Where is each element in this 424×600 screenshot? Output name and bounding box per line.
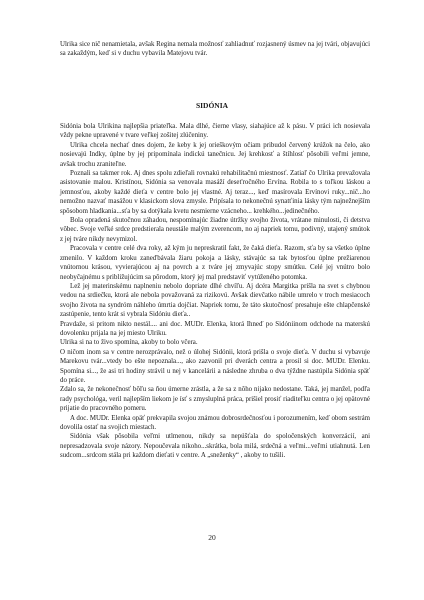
- paragraph: O ničom inom sa v centre nerozprávalo, než o úlohej Sidónii, ktorá prišla o svoje dieťa. V duchu si vybavuje Marekovu tvár...vtedy bo ešte nepoznala..., ako zazvonil pri dverách centra a prosil si doc. MUDr. Elenku. Spomína si..., že asi tri hodiny strávil u nej v kancelárii a následne zhruba o dva týždne nastúpila Sidónia späť do práce.: [60, 348, 370, 384]
- paragraph: Poznali sa takmer rok. Aj dnes spolu zdieľali rovnakú rehabilitačnú miestnosť. Zatiaľ čo Ulrika prevažovala asistovanie malou. Kristínou, Sidónia sa venovala masáží deset'ročného Ervína. Robila to s toľkou láskou a jemnosťou, akoby každé dieťa v centre bolo jej vlastné. Aj teraz..., keď masírovala Ervínovi ruky...nič...ho nemožno nazvať masážou v klasickom slova zmysle. Pripísala to nekonečnú synatťinia lásky tým najnežnejším spôsobom hladkania...sťa by sa dotýkala kvetu nesmierne vzácneho... krehkého...jedinečného.: [60, 170, 370, 215]
- paragraph: Sidónia však pôsobila veľmi utlmenou, nikdy sa nepúšťala do spoločenských konverzácií, ani nepresadzovala svoje názory. Nepoučevala nikoho...skrátka, bola milá, srdečná a veľmi...veľmi utiahnutá. Len sudcom...srdcom stála pri každom dieťati v centre. A „sneženky“ , akoby to tušili.: [60, 433, 370, 460]
- paragraph: Zdalo sa, že nekonečnosť bôľu sa ňou úmerne zrástla, a že sa z nôho nijako nedostane. Taká, jej manžel, podľa rady psychológa, veril najlepším liekom je ísť s zmysluplná práca, prišiel prosiť riaditeľku centra o jej opätovné prijatie do pracovného pomeru.: [60, 386, 370, 413]
- intro-text: [60, 40, 370, 59]
- paragraph: Bola opradená skutočnou záhadou, nespomínajúc žiadne útržky svojho života, vrátane minulosti, či detstva vôbec. Svoje veľké srdce predstierala neustále malým zverencom, no aj napriek tomu, podivný, utajený smútok z jej tváre nikdy nevymizol.: [60, 217, 370, 243]
- chapter-body: [60, 122, 370, 461]
- chapter-heading: SIDÓNIA: [195, 101, 229, 110]
- paragraph: Pravdaže, si pritom nikto nestál.... ani doc. MUDr. Elenka, ktorá Ihneď po Sidóniinom odchode na materskú dovolenku prijala na jej miesto Ulriku.: [60, 320, 370, 337]
- paragraph: Pracovala v centre celé dva roky, až kým ju nepreskratil fakt, že čaká dieťa. Razom, sťa by sa všetko úplne zmenilo. V každom kroku zaneďbávala žiaru pokoja a lásky, stávajúc sa tak bytosťou úplne prežiarenou vnútornou krásou, vyvierajúcou aj na povrch a z tváre jej zmyvajúc stopy smútku. Celé jej vnútro bolo neobyčajnému s približujúcim sa pôrodom, ktorý jej mal predstaviť vytúženého potomka.: [60, 245, 370, 281]
- paragraph: Ulrika chcela nechať dnes dojem, že keby k jej orieškovým očiam pribudol červený krúžok na čelo, ako nosievajú Indky, úplne by jej pripomínala indickú tanečnicu. Jej krehkosť a štíhlosť pôsobili veľmi jemne, avšak trochu zraniteľne.: [60, 141, 370, 168]
- paragraph: Ulrika sice nič nenamietala, avšak Regina nemala možnosť zahliadnuť rozjasnený úsmev na jej tvári, objavujúci sa zakaždým, keď si v duchu vybavila Matejovu tvár.: [60, 41, 370, 58]
- paragraph: Ulrika si na to živo spomína, akoby to bolo včera.: [60, 339, 198, 347]
- paragraph: A doc. MUDr. Elenka opäť prekvapila svojou známou dobrosrdečnosťou i porozumením, keď obom sestrám dovolila ostať na svojich miestach.: [60, 414, 370, 431]
- paragraph: Lež jej materinskému naplneniu nebolo dopriate dlhé chvíľu. Aj dcéra Margitka prišla na svet s chybnou vedou na srdiečku, ktorá ale nebola považovaná za rizikovú. Avšak dievčatko nábile umrelo v troch mesiacoch svojho života na syndróm náhleho úmrtia dojčiat. Napriek tomu, že táto skutočnosť presahuje ešte chlapčenské zastúpenie, tento krát si vybrala Sidóniu dieťa..: [60, 282, 370, 319]
- page-number: 20: [208, 533, 216, 542]
- paragraph: Sidónia bola Ulrikina najlepšia priateľka. Mala dlhé, čierne vlasy, siahajúce až k pásu. V práci ich nosievala vždy pekne upravené v tvare veľkej zošitej zlúčeniny.: [60, 123, 370, 140]
